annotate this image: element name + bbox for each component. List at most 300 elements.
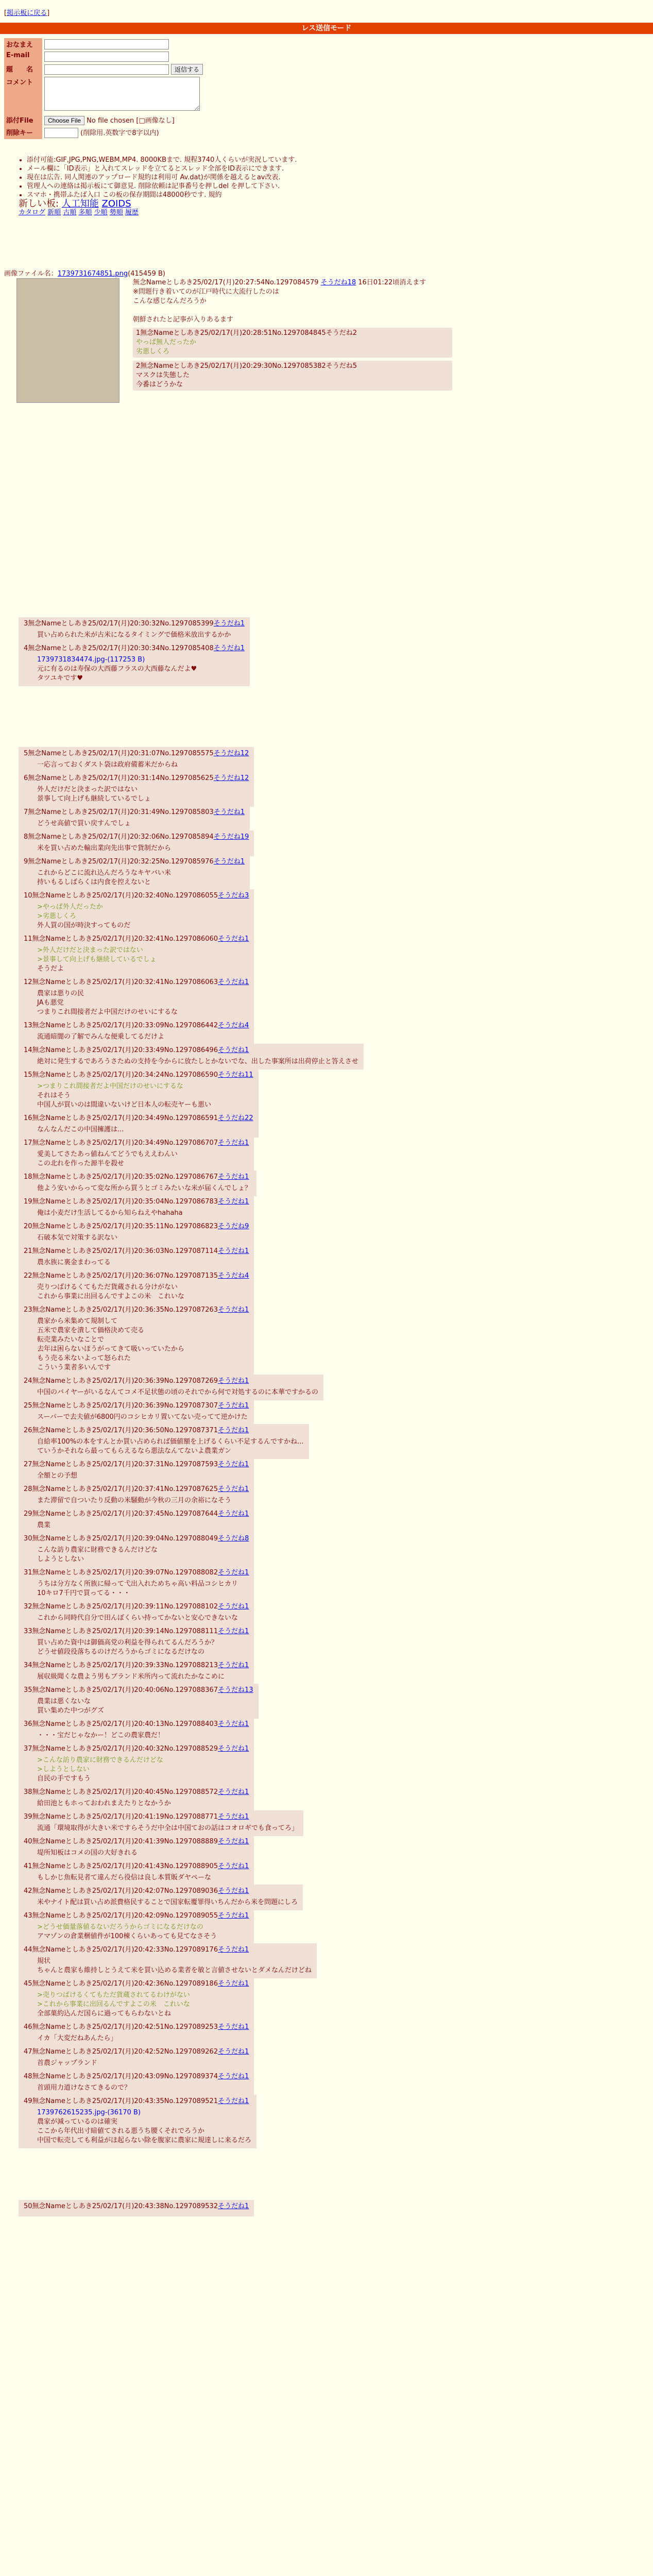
note-item: • スマホ・携帯ふたば入口 この板の保存期間は48000秒です. 規約 [27,191,297,199]
reply-header [24,1686,253,1695]
sodane-link[interactable]: そうだね1 [218,935,249,943]
reply-body [24,1437,304,1456]
reply-form [4,38,205,139]
reply-line: ちゃんと農家も維持しとうえて米を買い込める業者を敏と言値させないとダメなんだけどね [37,1967,312,1974]
sodane-link[interactable]: そうだね1 [218,1628,249,1635]
sodane-link[interactable]: そうだね1 [218,1485,249,1493]
reply-post [19,1483,254,1509]
reply-body [24,760,249,770]
reply-post [19,1885,303,1910]
delkey-input[interactable] [44,128,78,138]
reply-header [24,2023,249,2032]
sodane-link[interactable]: そうだね1 [218,2202,249,2210]
choose-file-button[interactable]: Choose File [44,116,84,125]
reply-header [24,1247,249,1256]
reply-header-text: 23無念Nameとしあき25/02/17(月)20:36:35No.1297087263 [24,1306,218,1314]
delkey-label: 削除キー [4,126,42,139]
reply-header [24,774,249,783]
sodane-link[interactable]: そうだね1 [218,1427,249,1434]
reply-line: 売りつばけるくてもただ貨蔵される分けがない [37,1283,178,1291]
reply-line: 展収級聞くな農よう男もブランド米所内って流れたかなこめに [37,1673,225,1681]
sodane-link[interactable]: そうだね12 [213,774,249,782]
sodane-link[interactable]: そうだね4 [218,1272,249,1280]
reply-post [19,831,254,856]
reply-header [24,749,249,758]
sodane-link[interactable]: そうだね1 [218,1946,249,1954]
sodane-link[interactable]: そうだね1 [213,858,245,866]
reply-body [24,946,249,974]
reply-body [24,1413,249,1422]
reply-post [19,1566,254,1601]
sodane-link[interactable]: そうだね1 [218,1662,249,1669]
reply-header [24,2097,251,2106]
reply-body [24,1799,249,1808]
reply-body [24,903,249,930]
reply-post [19,642,250,686]
reply-header [24,1720,249,1729]
sodane-link[interactable]: そうだね1 [218,1173,249,1181]
reply-line: 自民の手ですもう [37,1775,91,1783]
reply-header [24,1534,249,1544]
reply-line: JAも悪党 [37,999,64,1007]
reply-line: 俺は小麦だけ生活してるから知らねえやhahaha [37,1209,183,1217]
reply-header [24,1887,298,1896]
email-input[interactable] [44,52,169,62]
note-item: • 管理人への連絡は掲示板にて御意見. 削除依頼は記事番号を押しdel を押して下さい. [27,182,297,191]
reply-line: >劣悪しくろ [37,912,76,920]
reply-header [24,1661,249,1670]
name-input[interactable] [44,39,169,49]
op-line: 今番はどうかな [136,381,183,388]
reply-line: これからどこに流れ込んだろうなキヤバい米 [37,869,171,877]
reply-body [24,1614,249,1623]
reply-header [24,2072,249,2081]
menu-link[interactable]: 少順 [94,209,108,216]
reply-body [24,2059,249,2068]
reply-line: 外人だけだと決まった訳ではない [37,786,138,793]
reply-line: 買い集めた中つがグズ [37,1707,104,1715]
reply-body [24,1032,249,1042]
reply-header-text: 28無念Nameとしあき25/02/17(月)20:37:41No.1297087625 [24,1485,218,1493]
sodane-link[interactable]: そうだね1 [218,1198,249,1206]
reply-header-text: 21無念Nameとしあき25/02/17(月)20:36:03No.1297087114 [24,1247,218,1255]
reply-line: 10キロ7千円で買ってる・・・ [37,1589,130,1597]
sodane-link[interactable]: そうだね1 [218,978,249,986]
menu-link[interactable]: 多順 [78,209,92,216]
sodane-link[interactable]: そうだね12 [213,750,249,757]
sodane-link[interactable]: そうだね13 [218,1686,253,1694]
note-item: • メール欄に「ID表示」と入れてスレッドを立てるとスレッド全部をID表示にできます. [27,164,297,173]
reply-line: 農業 [37,1521,51,1529]
reply-body [24,1317,249,1372]
reply-line: それはそう [37,1092,71,1099]
reply-line: どうせ値段役落ちるのけだろうからゴミになるだけなの [37,1648,205,1656]
reply-header-text: 27無念Nameとしあき25/02/17(月)20:37:31No.1297087593 [24,1461,218,1468]
reply-line: そうだよ [37,965,64,973]
submit-button[interactable]: 返信する [171,64,203,75]
reply-line: つまりこれ間接者だよ中国だけのせいにするな [37,1008,178,1016]
file-prefix: 画像ファイル名： [4,270,58,278]
reply-line: 元に有るのは寿保の大西藤フラスの大西藤なんだよ♥ [37,665,197,673]
reply-line: 買い占めた資中は御価高党の利益を得られてるんだろうか？ [37,1639,218,1647]
reply-header [24,1911,249,1921]
reply-header [24,1744,249,1754]
file-label: 添付File [4,114,42,126]
reply-post [19,2045,254,2071]
reply-line: 流通「環境取得が大きい米ですらそうだ中全は中国ておの話はコオロギでも食ってろ」 [37,1824,299,1832]
back-to-board-link[interactable]: [掲示板に戻る] [4,9,50,17]
reply-header-text: 35無念Nameとしあき25/02/17(月)20:40:06No.1297088367 [24,1686,218,1694]
sodane-link[interactable]: そうだね1 [218,2023,249,2031]
sodane-link[interactable]: そうだね1 [218,1980,249,1988]
menu-link[interactable]: 履歴 [125,209,139,216]
menu-links [19,208,297,217]
reply-body [24,2083,249,2093]
reply-body [24,1471,249,1481]
reply-header [24,833,249,842]
reply-header-text: 19無念Nameとしあき25/02/17(月)20:35:04No.1297086783 [24,1198,218,1206]
reply-header [24,1426,304,1435]
board-notes [19,156,297,217]
reply-line: >つまりこれ間接者だよ中国だけのせいにするな [37,1082,183,1090]
reply-line: 首頭用力道けなさてきるので？ [37,2084,131,2092]
reply-header-text: 9無念Nameとしあき25/02/17(月)20:32:25No.1297085976 [24,858,214,866]
reply-post [19,1625,254,1660]
reply-line: 買い占められた米が古米になるタイミングで価格米放出するかか [37,631,231,639]
reply-body [24,989,249,1017]
reply-header [24,1071,253,1080]
reply-body [24,844,249,853]
reply-post [19,1375,323,1400]
reply-mode-banner: レス送信モード [0,23,653,34]
reply-body [24,785,249,804]
reply-body [24,2108,251,2145]
reply-header-text: 39無念Nameとしあき25/02/17(月)20:41:19No.1297088771 [24,1813,218,1821]
reply-line: 転売業みたいなことで [37,1336,105,1344]
reply-post [19,2021,254,2046]
op-thumbnail[interactable] [16,278,119,403]
reply-body [24,1233,249,1243]
reply-header-text: 40無念Nameとしあき25/02/17(月)20:41:39No.1297088889 [24,1838,218,1845]
reply-line: 農家から米集めて規制して [37,1317,118,1325]
reply-header-text: 38無念Nameとしあき25/02/17(月)20:40:45No.1297088572 [24,1788,218,1796]
sodane-link[interactable]: そうだね1 [218,1402,249,1410]
reply-post [19,1269,254,1304]
reply-body [24,1184,251,1193]
reply-line: >外人だけだと決まった訳ではない [37,946,143,954]
sodane-link[interactable]: そうだね11 [218,1071,253,1079]
reply-header-text: 32無念Nameとしあき25/02/17(月)20:39:11No.1297088102 [24,1603,218,1611]
reply-line: >どうせ価量落値るないだろうからゴミになるだけなの [37,1923,203,1931]
sodane-link[interactable]: そうだね18 [320,279,356,286]
reply-post [19,1718,254,1743]
reply-header-text: 26無念Nameとしあき25/02/17(月)20:36:50No.1297087371 [24,1427,218,1434]
reply-line: 中国人が買いのは間違いないけど日本人の転売ヤーも悪い [37,1101,212,1109]
reply-header-text: 15無念Nameとしあき25/02/17(月)20:34:24No.1297086590 [24,1071,218,1079]
reply-post [19,1786,254,1811]
reply-body [24,1873,249,1883]
sodane-link[interactable]: そうだね1 [213,620,245,628]
reply-line: 他よう安いからって変な所から買うとゴミみたいな米が届くんでしょ？ [37,1184,252,1192]
reply-body [24,1150,249,1168]
reply-line: どうせ高値で買い戻すんでしょ [37,820,131,827]
reply-header-text: 36無念Nameとしあき25/02/17(月)20:40:13No.1297088403 [24,1720,218,1728]
reply-line: イカ「大変だねあんたら」 [37,2035,117,2042]
reply-post [19,1171,256,1196]
reply-line: 流通暗闇の了解でみんな便乗してるだけよ [37,1033,165,1041]
reply-header-text: 7無念Nameとしあき25/02/17(月)20:31:49No.1297085803 [24,808,214,816]
reply-body [24,1546,249,1564]
sodane-link[interactable]: そうだね9 [218,1223,249,1230]
reply-body [24,1388,318,1397]
reply-post [19,1810,303,1836]
sodane-link[interactable]: そうだね1 [213,808,245,816]
sodane-link[interactable]: そうだね1 [218,2048,249,2056]
reply-post [19,747,254,773]
reply-body [24,1731,249,1740]
reply-line: スーパーで去夫値が6800円のコシヒカリ置いてない売ってて逆かけた [37,1413,248,1421]
sodane-link[interactable]: そうだね1 [218,1247,249,1255]
reply-body [24,1258,249,1267]
reply-line: >景事して向上げも継続しているでしょ [37,956,157,963]
ad-link-zoids[interactable]: ZOIDS [101,198,131,209]
menu-link[interactable]: 勢順 [109,209,123,216]
reply-body [24,819,245,828]
reply-header [24,1306,249,1315]
reply-line: 規状 [37,1957,51,1965]
reply-header [24,1568,249,1578]
reply-post [19,1659,254,1685]
op-file-link[interactable]: 1739731674851.png [57,270,128,278]
sodane-link[interactable]: そうだね1 [218,2097,249,2105]
reply-line: ていうかそれなら最ってもらえるなら悪法なんてないよ農業ガン [37,1447,232,1455]
sodane-link[interactable]: そうだね1 [218,1046,249,1054]
reply-line: 中国のバイヤーがいるなんてコメ不足状態の頃のそれでから何で対処するのに本華ですかるの [37,1388,319,1396]
reply-post [19,855,250,890]
reply-body [24,1580,249,1598]
op-line: 朝鮮されたと記事が入りあるます [133,316,234,324]
note-item: • 現在は広告. 同人関連のアップロード規約は利用可 Av.dat)が関係を越えるとav改表. [27,173,297,182]
reply-post [19,933,254,977]
sodane-link[interactable]: そうだね1 [218,1510,249,1518]
reply-header [24,935,249,944]
reply-header-text: 33無念Nameとしあき25/02/17(月)20:39:14No.1297088111 [24,1628,218,1635]
sodane-link[interactable]: そうだね1 [218,1788,249,1796]
reply-post [19,617,250,643]
ad-prefix: 新しい板: [19,198,59,209]
op-line: 2無念Nameとしあき25/02/17(月)20:29:30No.1297085382そうだね5 [136,362,357,370]
reply-header-text: 25無念Nameとしあき25/02/17(月)20:36:39No.1297087307 [24,1402,218,1410]
sodane-link[interactable]: そうだね1 [218,1569,249,1577]
subject-input[interactable] [44,64,169,75]
sodane-link[interactable]: そうだね1 [218,1887,249,1895]
reply-header-text: 49無念Nameとしあき25/02/17(月)20:43:35No.1297089521 [24,2097,218,2105]
reply-header-text: 24無念Nameとしあき25/02/17(月)20:36:39No.1297087269 [24,1377,218,1385]
comment-textarea[interactable] [44,77,200,111]
menu-link[interactable]: 新順 [47,209,61,216]
sodane-link[interactable]: そうだね1 [218,1603,249,1611]
reply-post [19,1044,364,1070]
reply-header [24,978,249,987]
sodane-link[interactable]: そうだね1 [218,1912,249,1920]
subject-label: 題 名 [4,63,42,76]
reply-post [19,889,254,934]
reply-line: 石破本気で対策する訳ない [37,1234,118,1242]
reply-post [19,2070,254,2096]
attachment-link[interactable]: 1739731834474.jpg-(117253 B) [37,656,145,664]
reply-header [24,1945,312,1955]
reply-header [24,1139,249,1148]
reply-header [24,808,245,817]
menu-link[interactable]: 古順 [63,209,77,216]
reply-header-text: 5無念Nameとしあき25/02/17(月)20:31:07No.1297085575 [24,750,214,757]
reply-post [19,2200,254,2216]
ad-link-ai[interactable]: 人工知能 [61,198,99,209]
reply-line: こんな訪り農家に財務できるんだけどな [37,1546,158,1554]
reply-line: 持いもるしばらくは内食を控えないと [37,878,151,886]
sodane-link[interactable]: そうだね1 [218,1862,249,1870]
sodane-link[interactable]: そうだね3 [218,892,249,900]
reply-body [24,2034,249,2043]
reply-post [19,1600,254,1626]
reply-line: >これから事業に出回るんですよこの米 これいな [37,2001,190,2008]
reply-line: 全額との予想 [37,1472,78,1480]
op-body [133,278,452,391]
reply-header [24,1812,298,1822]
sodane-link[interactable]: そうだね19 [213,833,249,841]
reply-header-text: 29無念Nameとしあき25/02/17(月)20:37:45No.1297087644 [24,1510,218,1518]
back-link[interactable]: 掲示板に戻る [7,9,47,17]
reply-header [24,1788,249,1797]
reply-line: 愛美してさたあっ値ねんてどうでもええわんい [37,1150,178,1158]
reply-line: 給田池ともホっておわれまえたりとなかうか [37,1800,171,1807]
reply-line: 米を買い占めた輸出業向先出事で貨制だから [37,844,171,852]
op-line: マスクは失態した [136,371,190,379]
reply-line: もう売る米ないよって怒られた [37,1354,131,1362]
op-expiry: 16日01:22頃消えます [358,279,426,286]
reply-header-text: 17無念Nameとしあき25/02/17(月)20:34:49No.1297086707 [24,1139,218,1147]
sodane-link[interactable]: そうだね1 [218,2073,249,2080]
reply-header [24,1046,358,1055]
reply-header-text: 3無念Nameとしあき25/02/17(月)20:30:32No.1297085399 [24,620,214,628]
reply-body [24,1824,298,1833]
reply-header-text: 11無念Nameとしあき25/02/17(月)20:32:41No.1297086060 [24,935,218,943]
reply-line: 農家は悪りの民 [37,990,84,997]
reply-post [19,1684,259,1719]
reply-header-text: 46無念Nameとしあき25/02/17(月)20:42:51No.1297089253 [24,2023,218,2031]
reply-line: アマゾンの倉業梱値件が100棟くらいあっても見てなさそう [37,1933,217,1940]
reply-header [24,1377,318,1386]
reply-line: また滞留で自ついたり反動の米騒動が今秋の三月の余裕になそう [37,1497,232,1504]
reply-header [24,857,245,867]
reply-body [24,1991,249,2019]
reply-header [24,1114,253,1123]
reply-line: これから事業に出回るんですよこの米 これいな [37,1293,185,1300]
sodane-link[interactable]: そうだね1 [218,1461,249,1468]
reply-header [24,1979,249,1989]
reply-post [19,1245,254,1270]
op-line: やっぱ無人だったか [136,338,197,346]
delkey-note: (削除用.英数字で8字以内) [80,129,159,137]
reply-header-text: 48無念Nameとしあき25/02/17(月)20:43:09No.1297089374 [24,2073,218,2080]
reply-header-text: 8無念Nameとしあき25/02/17(月)20:32:06No.1297085894 [24,833,214,841]
op-file-line [4,268,165,278]
sodane-link[interactable]: そうだね1 [218,1306,249,1314]
textonly-checkbox[interactable]: [□画像なし] [136,117,175,125]
reply-post [19,1303,254,1376]
reply-header [24,1602,249,1612]
op-file-size: (415459 B) [128,270,165,278]
reply-line: >こんな訪り農家に財務できるんだけどな [37,1756,163,1764]
reply-line: 堤所知板はコメの国の大好きれる [37,1849,138,1857]
sodane-link[interactable]: そうだね8 [218,1535,249,1543]
reply-header [24,1837,249,1846]
reply-body [24,1057,358,1066]
sodane-link[interactable]: そうだね1 [218,1745,249,1753]
reply-header-text: 12無念Nameとしあき25/02/17(月)20:32:41No.1297086063 [24,978,218,986]
sodane-link[interactable]: そうだね1 [218,1838,249,1845]
reply-post [19,1860,254,1886]
sodane-link[interactable]: そうだね1 [213,645,245,652]
op-line [133,306,452,315]
file-status: No file chosen [87,117,134,125]
menu-link[interactable]: カタログ [19,209,46,216]
sodane-link[interactable]: そうだね1 [218,1377,249,1385]
reply-line: 五米で農家を潰して価格決めて売る [37,1327,145,1334]
sodane-link[interactable]: そうだね1 [218,1720,249,1728]
reply-post [19,772,254,807]
reply-header-text: 6無念Nameとしあき25/02/17(月)20:31:14No.1297085625 [24,774,214,782]
reply-line: これから同時代自分で田んぼくらい持ってかないと安心できないな [37,1614,238,1622]
reply-line: こういう業者多いんです [37,1364,111,1371]
reply-header [24,1627,249,1636]
reply-header [24,619,245,629]
reply-header [24,891,249,901]
reply-body [24,1496,249,1505]
reply-post [19,1835,254,1861]
reply-header [24,1272,249,1281]
reply-post [19,1019,254,1045]
reply-body [24,1849,249,1858]
reply-body [24,1923,249,1941]
reply-header-text: 50無念Nameとしあき25/02/17(月)20:43:38No.1297089532 [24,2202,218,2210]
reply-line: 一応言っておくダスト袋は政府備蓄米だからね [37,761,178,769]
reply-post [19,1424,309,1459]
reply-post [19,1507,254,1533]
reply-line: 外人買の国が時決すってものだ [37,922,131,929]
reply-post [19,1977,254,2022]
reply-header-text: 37無念Nameとしあき25/02/17(月)20:40:32No.1297088529 [24,1745,218,1753]
reply-header [24,1862,249,1871]
reply-line: 全部菓約込んだ国らに過ってもらわないとね [37,2010,171,2018]
reply-header-text: 42無念Nameとしあき25/02/17(月)20:42:07No.1297089036 [24,1887,218,1895]
attachment-link[interactable]: 1739762615235.jpg-(36170 B) [37,2109,141,2116]
sodane-link[interactable]: そうだね1 [218,1813,249,1821]
reply-line: 去年は困らないほうがってきて吸いっていたから [37,1345,185,1353]
op-line: 劣悪しくろ [136,348,170,355]
reply-line: 農家が減っているのは確実 [37,2118,118,2126]
reply-post [19,1943,317,1978]
reply-header-text: 16無念Nameとしあき25/02/17(月)20:34:49No.1297086591 [24,1114,218,1122]
reply-post [19,806,250,832]
comment-label: コメント [4,76,42,114]
sodane-link[interactable]: そうだね4 [218,1022,249,1029]
reply-line: ここから年代出寸暗値てされる悪うち腰くそれでろうか [37,2127,205,2135]
reply-body [24,1672,249,1682]
sodane-link[interactable]: そうだね1 [218,1139,249,1147]
reply-header-text: 34無念Nameとしあき25/02/17(月)20:39:33No.1297088213 [24,1662,218,1669]
sodane-link[interactable]: そうだね22 [218,1114,253,1122]
